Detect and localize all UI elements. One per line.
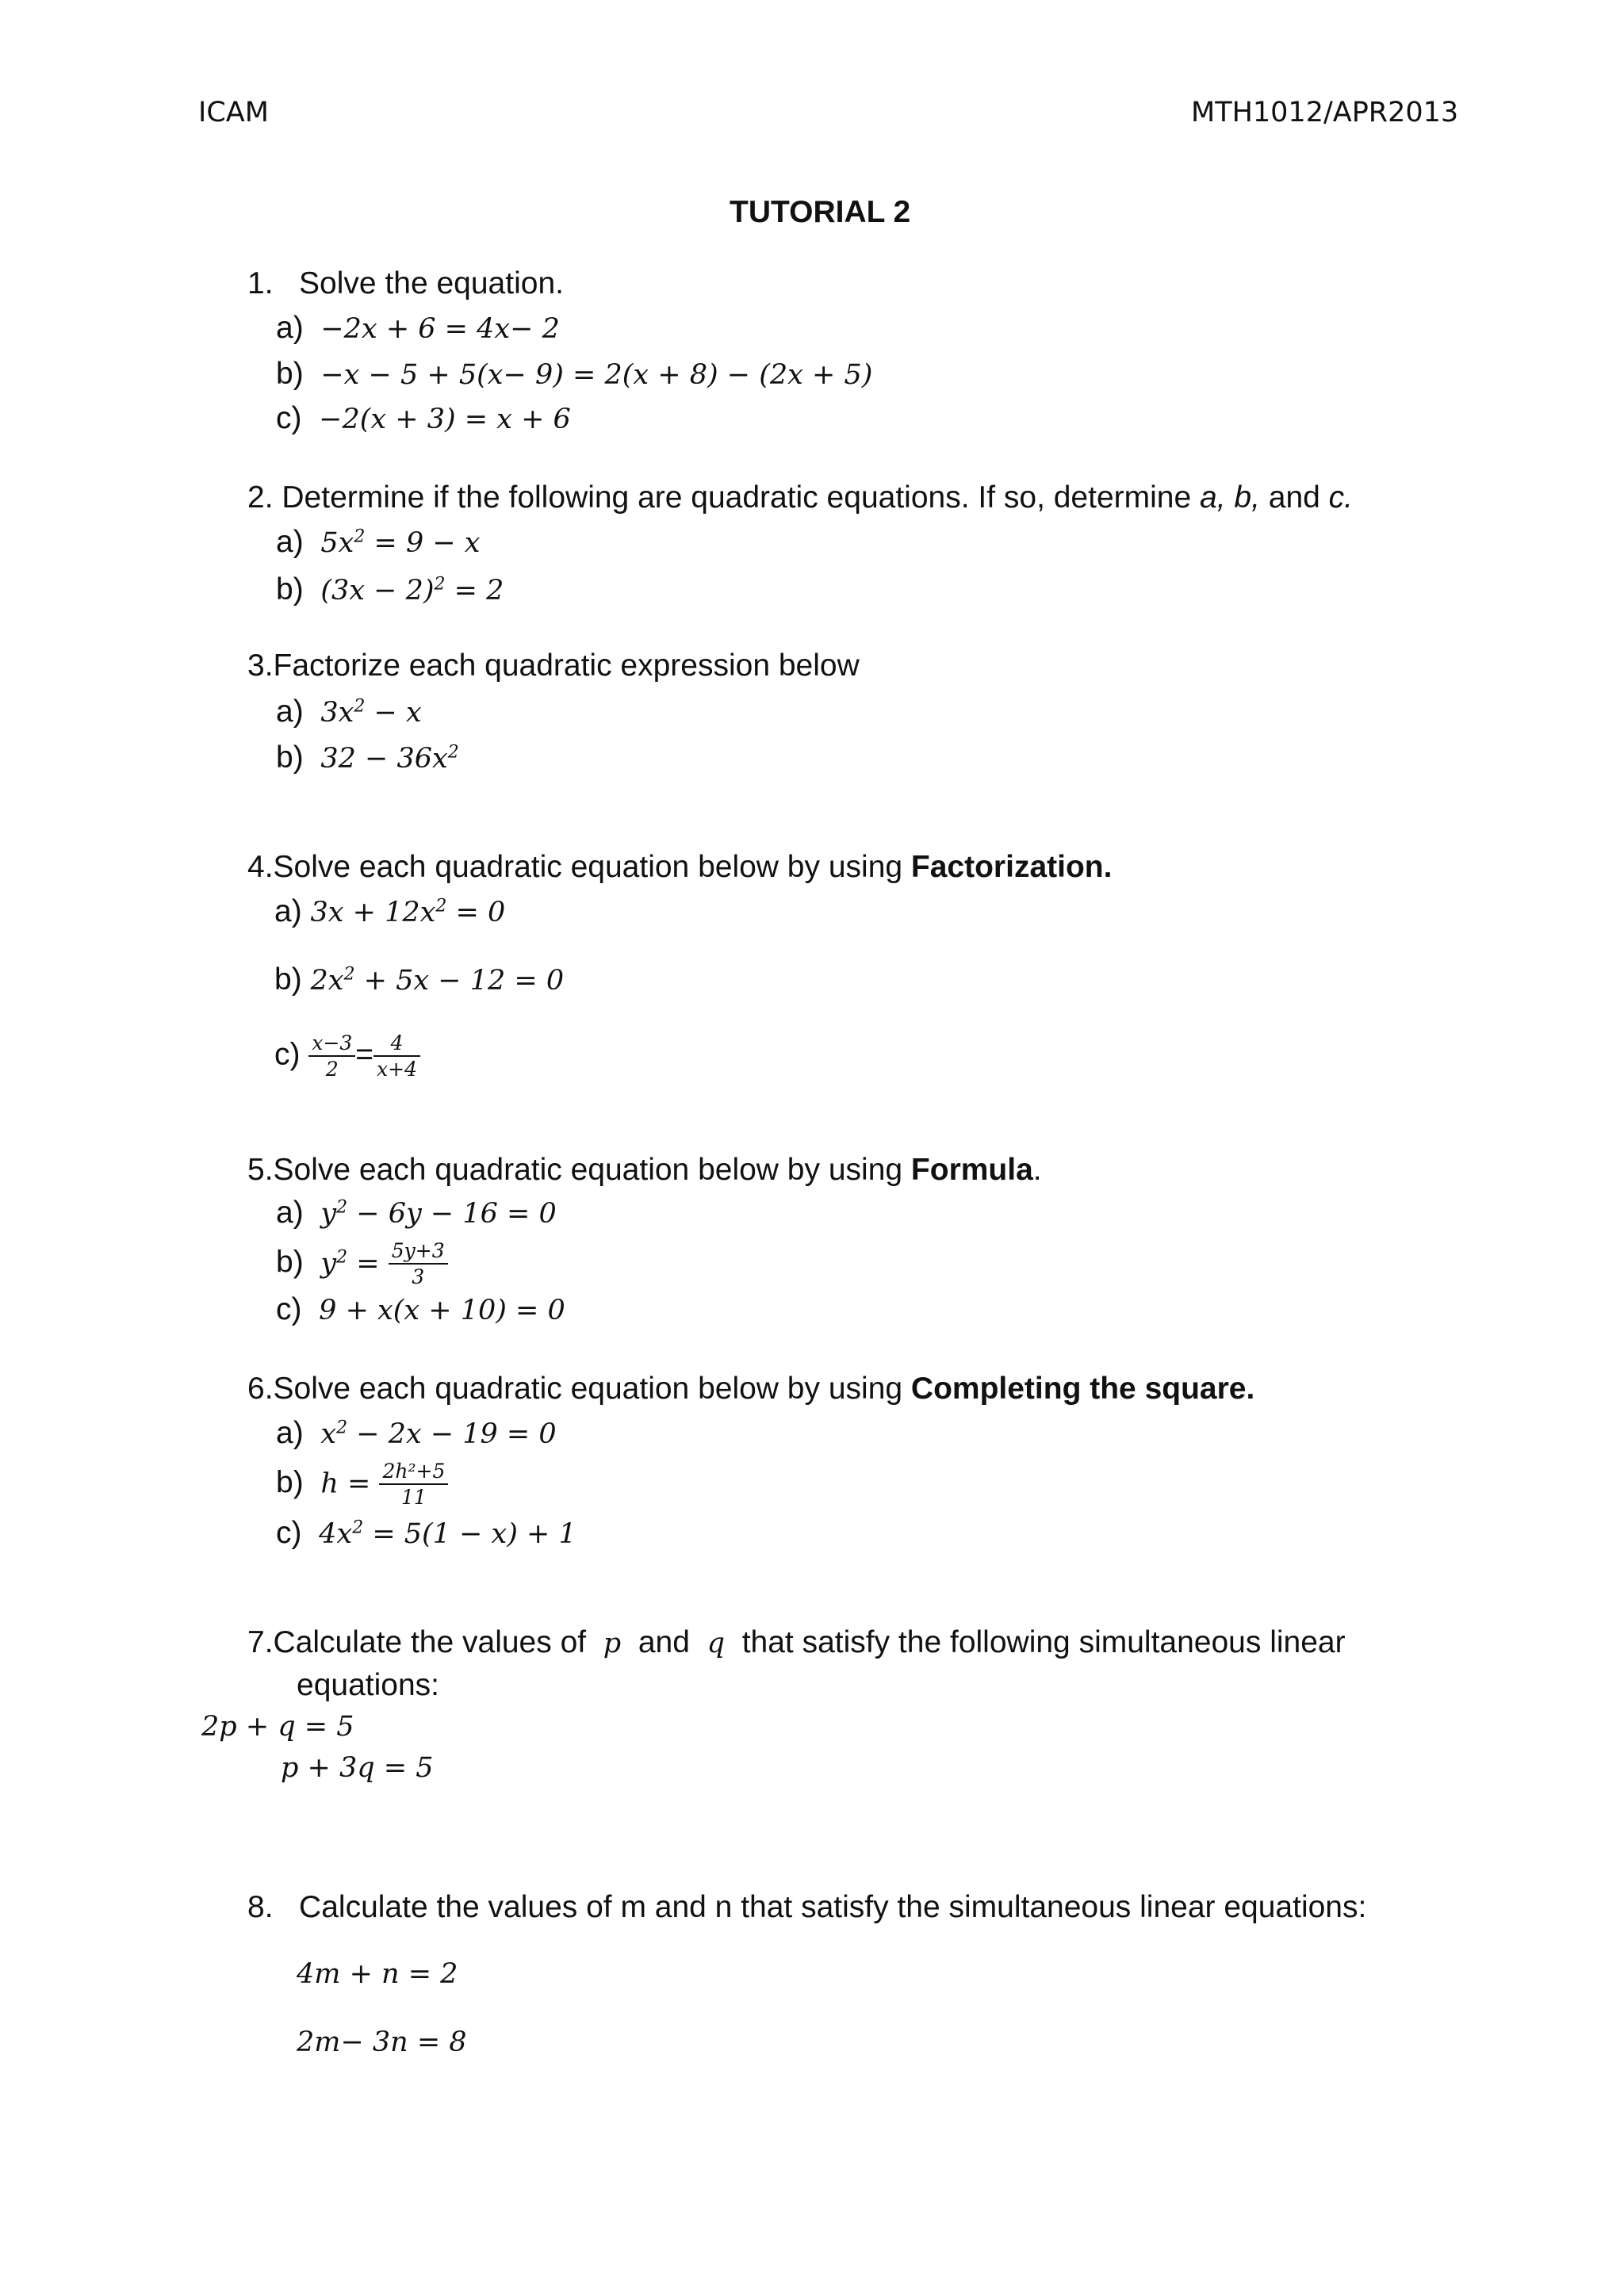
question-number: 5. xyxy=(247,1153,274,1187)
equation: $4x^2 = 5(1 - x) + 1$ xyxy=(319,1517,576,1550)
and-text: and xyxy=(1268,480,1320,515)
item-label: a) xyxy=(276,1196,304,1230)
q1-item-c xyxy=(276,401,571,436)
method-bold: Completing the square. xyxy=(910,1372,1255,1406)
and-text: and xyxy=(638,1625,690,1659)
fraction-right: $\frac{4}{x+4}$ xyxy=(373,1031,420,1082)
equation: $5x^2 = 9 - x$ xyxy=(320,526,481,559)
question-text: Factorize each quadratic expression below xyxy=(273,649,860,683)
q2-item-b xyxy=(276,572,504,607)
question-text-cont: that satisfy the following simultaneous linear xyxy=(741,1625,1346,1659)
equation: 9 + x(x + 10) = 0 xyxy=(319,1295,565,1326)
q3-item-a xyxy=(276,695,422,729)
question-text: Solve each quadratic equation below by using xyxy=(273,1372,903,1406)
equation: $y^2$ = xyxy=(320,1246,389,1280)
equation: h = xyxy=(320,1468,380,1500)
question-number: 6. xyxy=(247,1372,274,1406)
method-bold: Formula xyxy=(910,1153,1033,1187)
item-label: a) xyxy=(276,1416,304,1450)
q5-item-a xyxy=(276,1196,557,1230)
variable-p: p xyxy=(603,1628,622,1659)
item-label: c) xyxy=(276,401,302,435)
q6-item-b xyxy=(276,1459,448,1510)
fraction: $\frac{\text{2h²+5}}{11}$ xyxy=(379,1459,448,1510)
q6-item-c xyxy=(276,1516,576,1551)
q7-equation-1: 2p + q = 5 xyxy=(201,1711,354,1743)
q4-item-c xyxy=(274,1031,420,1082)
question-2 xyxy=(247,480,1353,515)
item-label: b) xyxy=(276,1245,304,1280)
q3-item-b xyxy=(276,740,459,775)
item-label: a) xyxy=(274,894,302,928)
item-label: c) xyxy=(276,1516,302,1550)
question-5 xyxy=(247,1153,1042,1188)
q5-item-c xyxy=(276,1292,565,1327)
q4-item-b xyxy=(274,962,564,997)
equation: −2x + 6 = 4x− 2 xyxy=(320,313,560,345)
equals-sign: = xyxy=(355,1037,374,1072)
equation: $x^2 - 2x - 19 = 0$ xyxy=(320,1418,557,1450)
question-text: Solve each quadratic equation below by using xyxy=(273,850,903,884)
expression: $3x^2 - x$ xyxy=(320,696,422,729)
variables-ab: a, b, xyxy=(1200,480,1260,515)
question-number: 4. xyxy=(247,850,274,884)
question-6 xyxy=(247,1372,1254,1406)
q1-item-a xyxy=(276,311,560,346)
page-title: TUTORIAL 2 xyxy=(730,195,911,229)
question-1 xyxy=(247,266,564,301)
item-label: c) xyxy=(274,1037,301,1072)
item-label: b) xyxy=(276,572,304,607)
question-7-line2: equations: xyxy=(297,1668,439,1702)
q4-item-a xyxy=(274,894,505,929)
item-label: b) xyxy=(274,962,302,997)
item-label: b) xyxy=(276,740,304,775)
question-number: 1. xyxy=(247,266,274,300)
question-text: Calculate the values of m and n that satisfy the simultaneous linear equations: xyxy=(299,1890,1367,1924)
question-number: 7. xyxy=(247,1625,274,1659)
variable-c: c. xyxy=(1328,480,1354,515)
item-label: b) xyxy=(276,357,304,391)
q5-item-b xyxy=(276,1238,448,1290)
q6-item-a xyxy=(276,1416,557,1451)
item-label: a) xyxy=(276,525,304,559)
fraction-left: $\frac{x-3}{2}$ xyxy=(308,1031,355,1082)
q2-item-a xyxy=(276,525,481,560)
q7-equation-2: p + 3q = 5 xyxy=(281,1752,434,1784)
equation: −x − 5 + 5(x− 9) = 2(x + 8) − (2x + 5) xyxy=(320,359,873,391)
question-3 xyxy=(247,649,860,683)
question-number: 2. xyxy=(247,480,274,515)
equation: $2x^2 + 5x - 12 = 0$ xyxy=(310,964,565,997)
question-4 xyxy=(247,850,1112,885)
equation: $y^2 - 6y - 16 = 0$ xyxy=(320,1197,557,1230)
header-right: MTH1012/APR2013 xyxy=(1191,97,1459,128)
q1-item-b xyxy=(276,357,872,392)
item-label: b) xyxy=(276,1465,304,1500)
item-label: a) xyxy=(276,695,304,729)
expression: $32 - 36x^2$ xyxy=(320,742,459,775)
question-number: 8. xyxy=(247,1890,274,1924)
item-label: a) xyxy=(276,311,304,345)
fraction: $\frac{5y+3}{3}$ xyxy=(389,1238,448,1290)
question-text: Determine if the following are quadratic equations. If so, determine xyxy=(282,480,1192,515)
equation: $3x + 12x^2 = 0$ xyxy=(310,896,506,928)
question-text: Solve the equation. xyxy=(299,266,564,300)
period: . xyxy=(1032,1153,1042,1187)
item-label: c) xyxy=(276,1292,302,1326)
question-8 xyxy=(247,1890,1366,1925)
question-7 xyxy=(247,1625,1346,1660)
q8-equation-1: 4m + n = 2 xyxy=(297,1958,458,1990)
equation: −2(x + 3) = x + 6 xyxy=(319,404,571,435)
question-number: 3. xyxy=(247,649,274,683)
header-left: ICAM xyxy=(198,97,269,128)
equation: $(3x - 2)^2 = 2$ xyxy=(320,574,504,607)
question-text: Solve each quadratic equation below by using xyxy=(273,1153,903,1187)
method-bold: Factorization. xyxy=(910,850,1113,884)
q8-equation-2: 2m− 3n = 8 xyxy=(297,2026,467,2058)
variable-q: q xyxy=(707,1628,726,1659)
question-text: Calculate the values of xyxy=(273,1625,587,1659)
